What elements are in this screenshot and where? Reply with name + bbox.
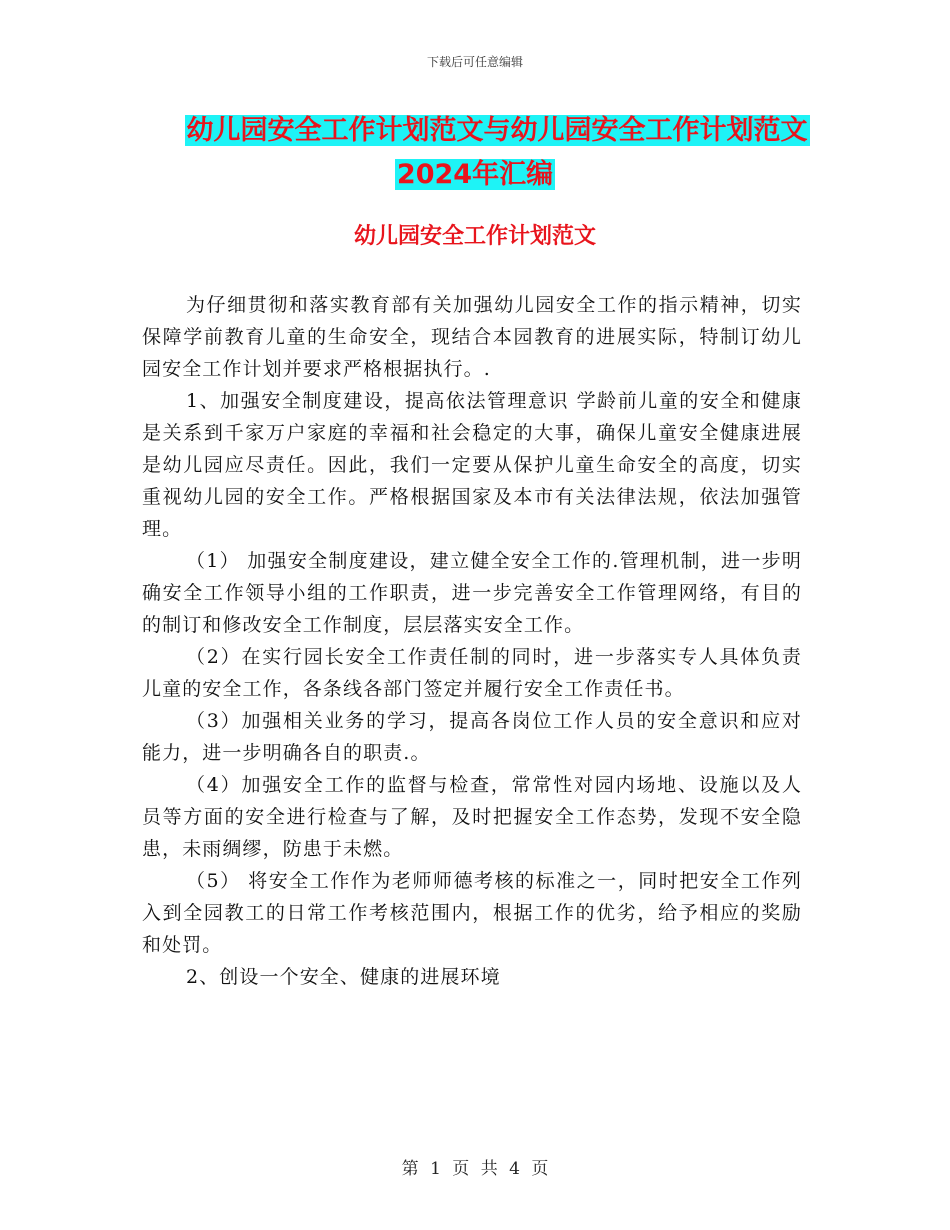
paragraph-sub-1: （1） 加强安全制度建设，建立健全安全工作的.管理机制，进一步明确安全工作领导小组的工作职责，进一步完善安全工作管理网络，有目的的制订和修改安全工作制度，层层落实安全工作。 xyxy=(142,550,802,636)
document-title-text-2: 2024年汇编 xyxy=(396,159,554,190)
document-title-line-2 xyxy=(0,155,950,195)
paragraph-intro: 为仔细贯彻和落实教育部有关加强幼儿园安全工作的指示精神，切实保障学前教育儿童的生命安全，现结合本园教育的进展实际，特制订幼儿园安全工作计划并要求严格根据执行。. xyxy=(142,294,802,380)
page-header-note: 下载后可任意编辑 xyxy=(426,55,523,69)
paragraph-sub-4: （4）加强安全工作的监督与检查，常常性对园内场地、设施以及人员等方面的安全进行检查与了解，及时把握安全工作态势，发现不安全隐患，未雨绸缪，防患于未燃。 xyxy=(142,774,802,860)
paragraph-item-1: 1、加强安全制度建设，提高依法管理意识 学龄前儿童的安全和健康是关系到千家万户家庭的幸福和社会稳定的大事，确保儿童安全健康进展是幼儿园应尽责任。因此，我们一定要从保护儿童生命安全的高度，切实重视幼儿园的安全工作。严格根据国家及本市有关法律法规，依法加强管理。 xyxy=(142,390,802,540)
section-title: 幼儿园安全工作计划范文 xyxy=(353,224,596,249)
document-title-text-1: 幼儿园安全工作计划范文与幼儿园安全工作计划范文 xyxy=(186,115,808,146)
paragraph-sub-3: （3）加强相关业务的学习，提高各岗位工作人员的安全意识和应对能力，进一步明确各自的职责.。 xyxy=(142,710,802,764)
paragraph-item-2: 2、创设一个安全、健康的进展环境 xyxy=(186,966,501,988)
paragraph-sub-5: （5） 将安全工作作为老师师德考核的标准之一，同时把安全工作列入到全园教工的日常工作考核范围内，根据工作的优劣，给予相应的奖励和处罚。 xyxy=(142,870,802,956)
document-body xyxy=(142,289,802,993)
paragraph-sub-2: （2）在实行园长安全工作责任制的同时，进一步落实专人具体负责儿童的安全工作，各条线各部门签定并履行安全工作责任书。 xyxy=(142,646,802,700)
document-title-line-1 xyxy=(0,111,950,151)
page-number-footer: 第 1 页 共 4 页 xyxy=(401,1159,549,1179)
